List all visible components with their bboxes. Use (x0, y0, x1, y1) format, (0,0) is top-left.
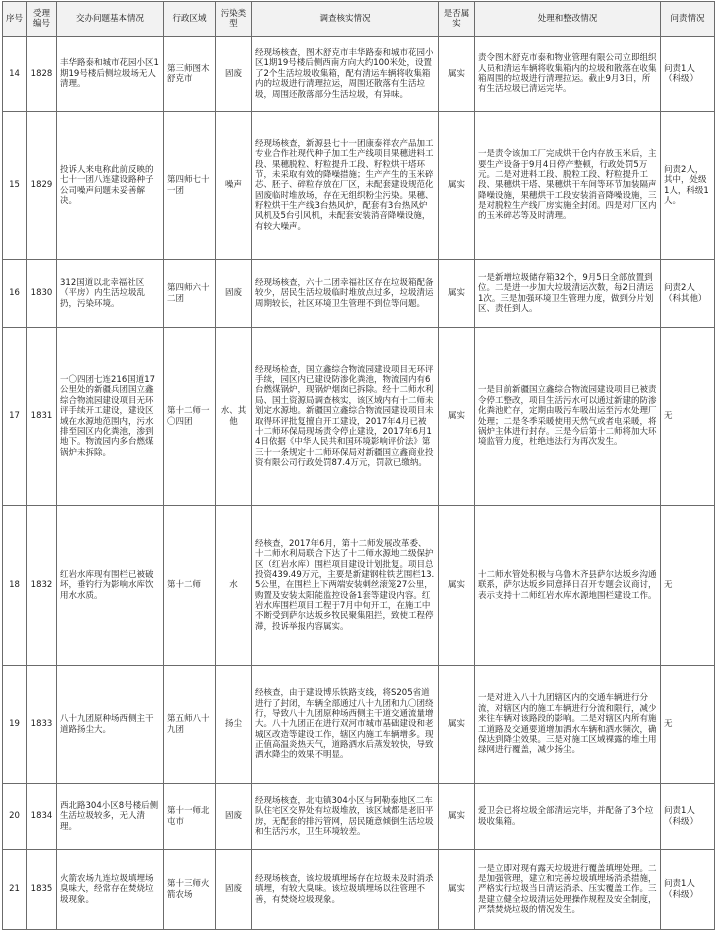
cell-accountability: 无 (661, 328, 715, 506)
table-row (3, 112, 715, 260)
header-type: 污染类型 (216, 2, 252, 37)
cell-true: 属实 (439, 784, 475, 850)
cell-handling: 责令图木舒克市泰和物业管理有限公司立即组织人员和清运车辆将收集箱内的垃圾和散落在收集箱周围的垃圾进行清理拉运。截止9月3日，所有生活垃圾已清运完毕。 (475, 37, 661, 112)
cell-issue: 一〇四团七连216国道17公里处的新疆兵团国立鑫综合物流园建设项目无环评手续开工建设，建设区域在水源地范围内，污水排至园区内化粪池，渗到地下。物流园内多台燃煤锅炉未拆除。 (57, 328, 164, 506)
cell-type: 水、其他 (216, 328, 252, 506)
cell-type: 噪声 (216, 112, 252, 260)
cell-issue: 西北路304小区8号楼后侧生活垃圾较多，无人清理。 (57, 784, 164, 850)
cell-investigation: 经现场核查，新源县七十一团康泰祥农产品加工专业合作社现代种子加工生产线项目果穗进料工段、果穗脱粒、籽粒提升工段、籽粒烘干塔环节，未采取有效的降噪措施；生产产生的玉米碎芯、胚子、碎粒存放在厂区，未配套建设规范化固废临时堆放场，存在无组织粉尘污染。果穗、籽粒烘干生产线3台热风炉，配套有3台热风炉风机及5台引风机，未配套安装消音降噪设施，有较大噪声。 (252, 112, 439, 260)
table-row (3, 850, 715, 930)
cell-handling: 十二师水管处积极与乌鲁木齐县萨尔达坂乡沟通联系，萨尔达坂乡同意择日召开专题会议商讨，表示支持十二师红岩水库水源地围栏建设工作。 (475, 506, 661, 666)
cell-issue: 丰华路泰和城市花园小区1期19号楼后侧垃圾场无人清理。 (57, 37, 164, 112)
header-investigation: 调查核实情况 (252, 2, 439, 37)
header-no: 序号 (3, 2, 27, 37)
cell-id: 1829 (27, 112, 57, 260)
header-true: 是否属实 (439, 2, 475, 37)
cell-region: 第四师七十一团 (164, 112, 216, 260)
cell-region: 第四师六十二团 (164, 260, 216, 328)
cell-true: 属实 (439, 666, 475, 784)
cell-id: 1832 (27, 506, 57, 666)
cell-issue: 八十九团原种场西侧主干道路扬尘大。 (57, 666, 164, 784)
table-header-row (3, 2, 715, 37)
cell-issue: 312国道以北幸福社区（平房）内生活垃圾乱扔，污染环境。 (57, 260, 164, 328)
cell-issue: 红岩水库现有围栏已被破坏，垂钓行为影响水库饮用水水质。 (57, 506, 164, 666)
cell-region: 第十二师 (164, 506, 216, 666)
cell-accountability: 问责1人（科级） (661, 37, 715, 112)
cell-no: 19 (3, 666, 27, 784)
cell-accountability: 无 (661, 506, 715, 666)
cell-true: 属实 (439, 37, 475, 112)
cell-true: 属实 (439, 850, 475, 930)
cell-no: 21 (3, 850, 27, 930)
cell-type: 固废 (216, 850, 252, 930)
cell-handling: 一是责令该加工厂完成烘干仓内存放玉米后，主要生产设备于9月4日停产整顿，行政处罚5万元。二是对进料工段、脱粒工段、籽粒提升工段、果穗烘干塔、果穗烘干车间等环节加装隔声降噪设施，果穗烘干工段安装消音降噪设施，三是对脱粒生产线厂房实施全封闭。四是对厂区内的玉米碎芯等及时清理。 (475, 112, 661, 260)
header-accountability: 问责情况 (661, 2, 715, 37)
cell-no: 14 (3, 37, 27, 112)
cell-id: 1833 (27, 666, 57, 784)
cell-handling: 一是新增垃圾储存箱32个，9月5日全部放置到位。二是进一步加大垃圾清运次数，每2日清运1次。三是加强环境卫生管理力度，做到分片划区、责任到人。 (475, 260, 661, 328)
cell-handling: 一是对进入八十九团辖区内的交通车辆进行分流，对辖区内的施工车辆进行分流和限行，减少来往车辆对该路段的影响。二是对辖区内所有施工道路及交通要道增加洒水车辆和洒水频次，确保达到降尘效果。三是对施工区域裸露的堆土用绿网进行覆盖，减少扬尘。 (475, 666, 661, 784)
cell-accountability: 问责2人，其中，处级1人，科级1人。 (661, 112, 715, 260)
cell-no: 18 (3, 506, 27, 666)
cell-handling: 爱卫会已将垃圾全部清运完毕，并配备了3个垃圾收集箱。 (475, 784, 661, 850)
cell-region: 第十三师火箭农场 (164, 850, 216, 930)
table-row (3, 37, 715, 112)
cell-issue: 投诉人来电称此前反映的七十一团八连建设路种子公司噪声问题未妥善解决。 (57, 112, 164, 260)
cell-no: 20 (3, 784, 27, 850)
header-region: 行政区域 (164, 2, 216, 37)
header-issue: 交办问题基本情况 (57, 2, 164, 37)
cell-no: 17 (3, 328, 27, 506)
table-row (3, 784, 715, 850)
cell-region: 第十一师北屯市 (164, 784, 216, 850)
table-row (3, 506, 715, 666)
cell-true: 属实 (439, 260, 475, 328)
cell-type: 固废 (216, 784, 252, 850)
cell-investigation: 经核查，由于建设博乐铁路支线，将S205省道进行了封闭，车辆全部通过八十九团和九〇团绕行，导致八十九团原种场西侧主干道交通流量增大。八十九团正在进行双河市城市基础建设和老城区改造等建设工作，辖区内施工车辆增多。现正值高温炎热天气，道路洒水后蒸发较快，导致洒水降尘的效果不明显。 (252, 666, 439, 784)
header-id: 受理编号 (27, 2, 57, 37)
cell-type: 固废 (216, 260, 252, 328)
cell-investigation: 经现场核查，该垃圾填埋场存在垃圾未及时消杀填埋，有较大臭味。该垃圾填埋场以往管理不善，有焚烧垃圾现象。 (252, 850, 439, 930)
cell-type: 扬尘 (216, 666, 252, 784)
cell-region: 第五师八十九团 (164, 666, 216, 784)
table-row (3, 666, 715, 784)
cell-region: 第三师图木舒克市 (164, 37, 216, 112)
cell-investigation: 经现场核查，北屯镇304小区与阿勒泰地区二车队住宅区交界处有垃圾堆放，该区域都是老旧平房，无配套的排污管网，居民随意倾倒生活垃圾和生活污水，卫生环境较差。 (252, 784, 439, 850)
cell-issue: 火箭农场九连垃圾填埋场臭味大，经常存在焚烧垃圾现象。 (57, 850, 164, 930)
cell-accountability: 问责1人（科级） (661, 850, 715, 930)
cell-accountability: 问责1人（科级） (661, 784, 715, 850)
cell-id: 1831 (27, 328, 57, 506)
cell-type: 水 (216, 506, 252, 666)
cell-id: 1834 (27, 784, 57, 850)
cell-true: 属实 (439, 112, 475, 260)
cell-handling: 一是立即对现有露天垃圾进行覆盖填埋处理。二是加强管理，建立和完善垃圾填埋场消杀措施，严格实行垃圾当日清运消杀、压实覆盖工作。三是建立健全垃圾清运处理操作规程及安全制度，严禁焚烧垃圾的情况发生。 (475, 850, 661, 930)
cell-investigation: 经核查，2017年6月，第十二师发展改革委、十二师水利局联合下达了十二师水源地二级保护区（红岩水库）围栏项目建设计划批复。项目总投资439.49万元，主要是新建钢柱铁艺围栏13.5公里，在围栏上下两端安装刺丝滚笼27公里，购置及安装太阳能监控设备1套等建设内容。红岩水库围栏项目工程于7月中旬开工，在施工中不断受到萨尔达坂乡牧民聚集阻拦，致使工程停滞，投诉举报内容属实。 (252, 506, 439, 666)
cell-no: 16 (3, 260, 27, 328)
cell-id: 1835 (27, 850, 57, 930)
cell-investigation: 经现场核查，图木舒克市丰华路泰和城市花园小区1期19号楼后侧西南方向大约100米处，设置了2个生活垃圾收集箱，配有清运车辆将收集箱内的垃圾进行清理拉运，周围还散落有生活垃圾，周围还散落部分生活垃圾，有异味。 (252, 37, 439, 112)
header-handling: 处理和整改情况 (475, 2, 661, 37)
cell-type: 固废 (216, 37, 252, 112)
cell-investigation: 经现场检查，国立鑫综合物流园建设项目无环评手续，园区内已建设防渗化粪池，物流园内有6台燃煤锅炉，现锅炉烟囱已拆除。经十二师水利局、国土资源局调查核实，该区域内有十二师未划定水源地。新疆国立鑫综合物流园建设项目未取得环评批复擅自开工建设，2017年4月已被十二师环保局现场责令停止建设，2017年6月14日依据《中华人民共和国环境影响评价法》第三十一条规定十二师环保局对新疆国立鑫商业投资有限公司行政处罚87.4万元，罚款已缴纳。 (252, 328, 439, 506)
cell-true: 属实 (439, 328, 475, 506)
complaint-table (2, 1, 715, 930)
table-row (3, 260, 715, 328)
cell-region: 第十二师一〇四团 (164, 328, 216, 506)
cell-handling: 一是目前新疆国立鑫综合物流园建设项目已被责令停工整改，项目生活污水可以通过新建的防渗化粪池贮存，定期由吸污车吸出运至污水处理厂处理；二是冬季采暖使用天然气或者电采暖，将锅炉主体进行封存。三是今后第十二师将加大环境监管力度，杜绝违法行为再次发生。 (475, 328, 661, 506)
cell-accountability: 问责2人（科其他） (661, 260, 715, 328)
cell-no: 15 (3, 112, 27, 260)
cell-id: 1830 (27, 260, 57, 328)
cell-investigation: 经现场核查，六十二团幸福社区存在垃圾箱配备较少，居民生活垃圾临时堆放点过多，垃圾清运周期较长，社区环境卫生管理不到位等问题。 (252, 260, 439, 328)
cell-id: 1828 (27, 37, 57, 112)
table-row (3, 328, 715, 506)
cell-true: 属实 (439, 506, 475, 666)
cell-accountability: 无 (661, 666, 715, 784)
